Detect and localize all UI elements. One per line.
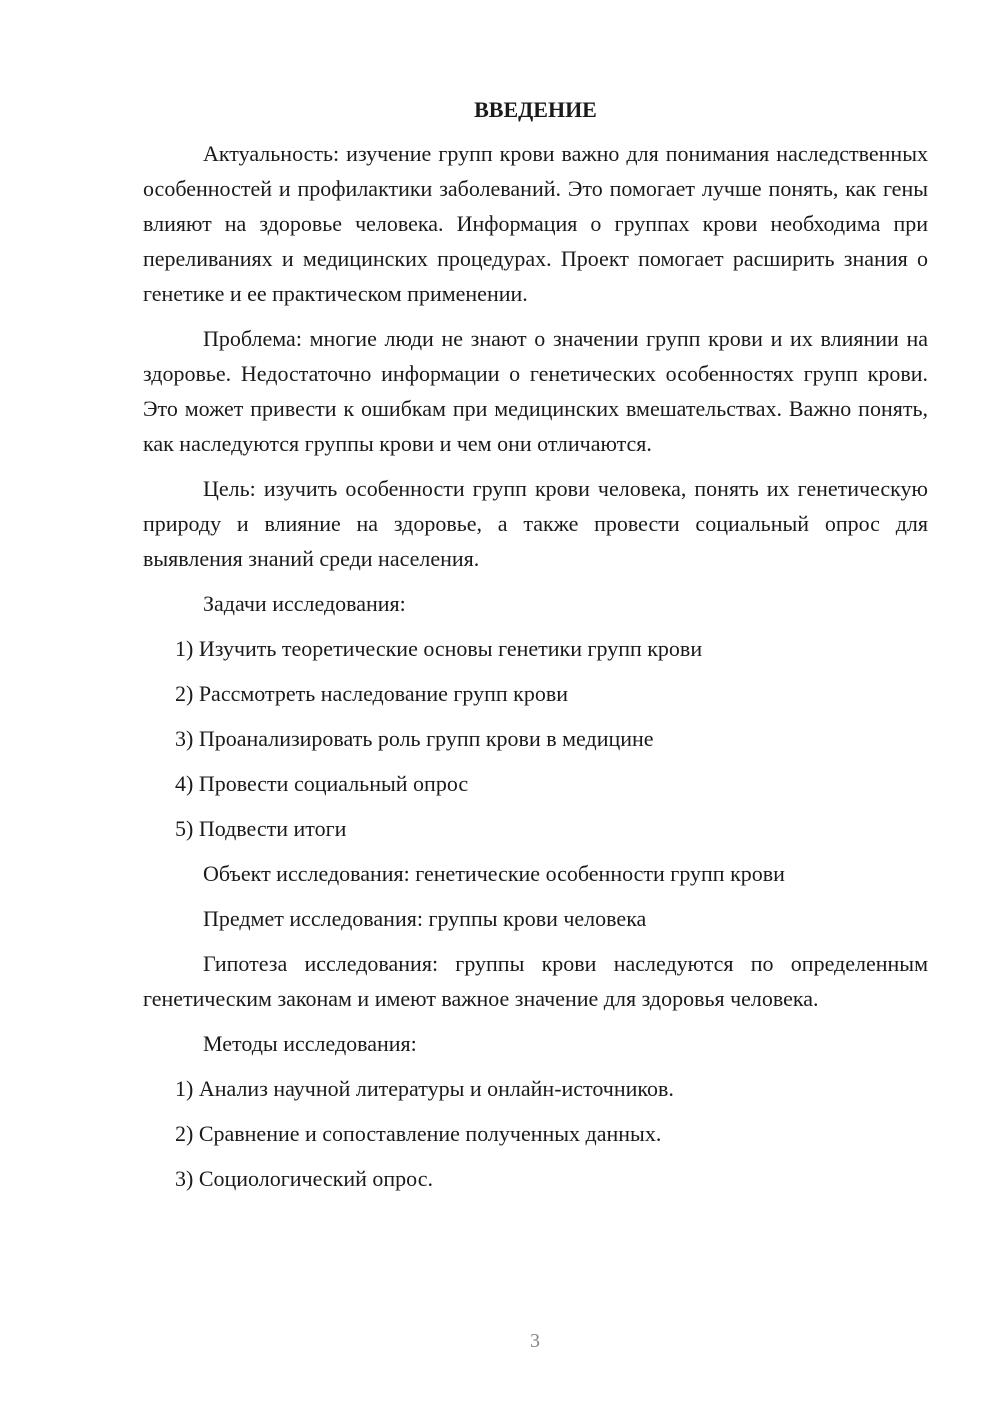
problem-paragraph: Проблема: многие люди не знают о значении групп крови и их влиянии на здоровье. Недостаточно информации о генетических особенностях групп крови. Это может привести к ошибкам при медицинских вмешательствах. Важно понять, как наследуются группы крови и чем они отличаются. (143, 326, 928, 456)
tasks-heading: Задачи исследования: (203, 591, 406, 616)
methods-heading: Методы исследования: (203, 1031, 417, 1056)
list-item: 2) Рассмотреть наследование групп крови (175, 681, 569, 706)
list-item: 3) Социологический опрос. (175, 1166, 433, 1191)
list-item: 1) Анализ научной литературы и онлайн-источников. (175, 1076, 674, 1101)
list-item: 5) Подвести итоги (175, 816, 347, 841)
list-item: 2) Сравнение и сопоставление полученных данных. (175, 1121, 662, 1146)
hypothesis-paragraph: Гипотеза исследования: группы крови наследуются по определенным генетическим законам и имеют важное значение для здоровья человека. (143, 951, 928, 1011)
list-item: 3) Проанализировать роль групп крови в медицине (175, 726, 654, 751)
goal-paragraph: Цель: изучить особенности групп крови человека, понять их генетическую природу и влияние на здоровье, а также провести социальный опрос для выявления знаний среди населения. (143, 476, 928, 571)
research-subject: Предмет исследования: группы крови человека (203, 906, 647, 931)
tasks-list (143, 631, 928, 846)
page-title: ВВЕДЕНИЕ (474, 97, 597, 122)
list-item: 1) Изучить теоретические основы генетики групп крови (175, 636, 703, 661)
research-object: Объект исследования: генетические особенности групп крови (203, 861, 785, 886)
document-page (143, 90, 928, 1206)
list-item: 4) Провести социальный опрос (175, 771, 469, 796)
page-number: 3 (530, 1330, 540, 1352)
relevance-paragraph: Актуальность: изучение групп крови важно для понимания наследственных особенностей и профилактики заболеваний. Это помогает лучше понять, как гены влияют на здоровье человека. Информация о группах крови необходима при переливаниях и медицинских процедурах. Проект помогает расширить знания о генетике и ее практическом применении. (143, 141, 928, 306)
methods-list (143, 1071, 928, 1196)
